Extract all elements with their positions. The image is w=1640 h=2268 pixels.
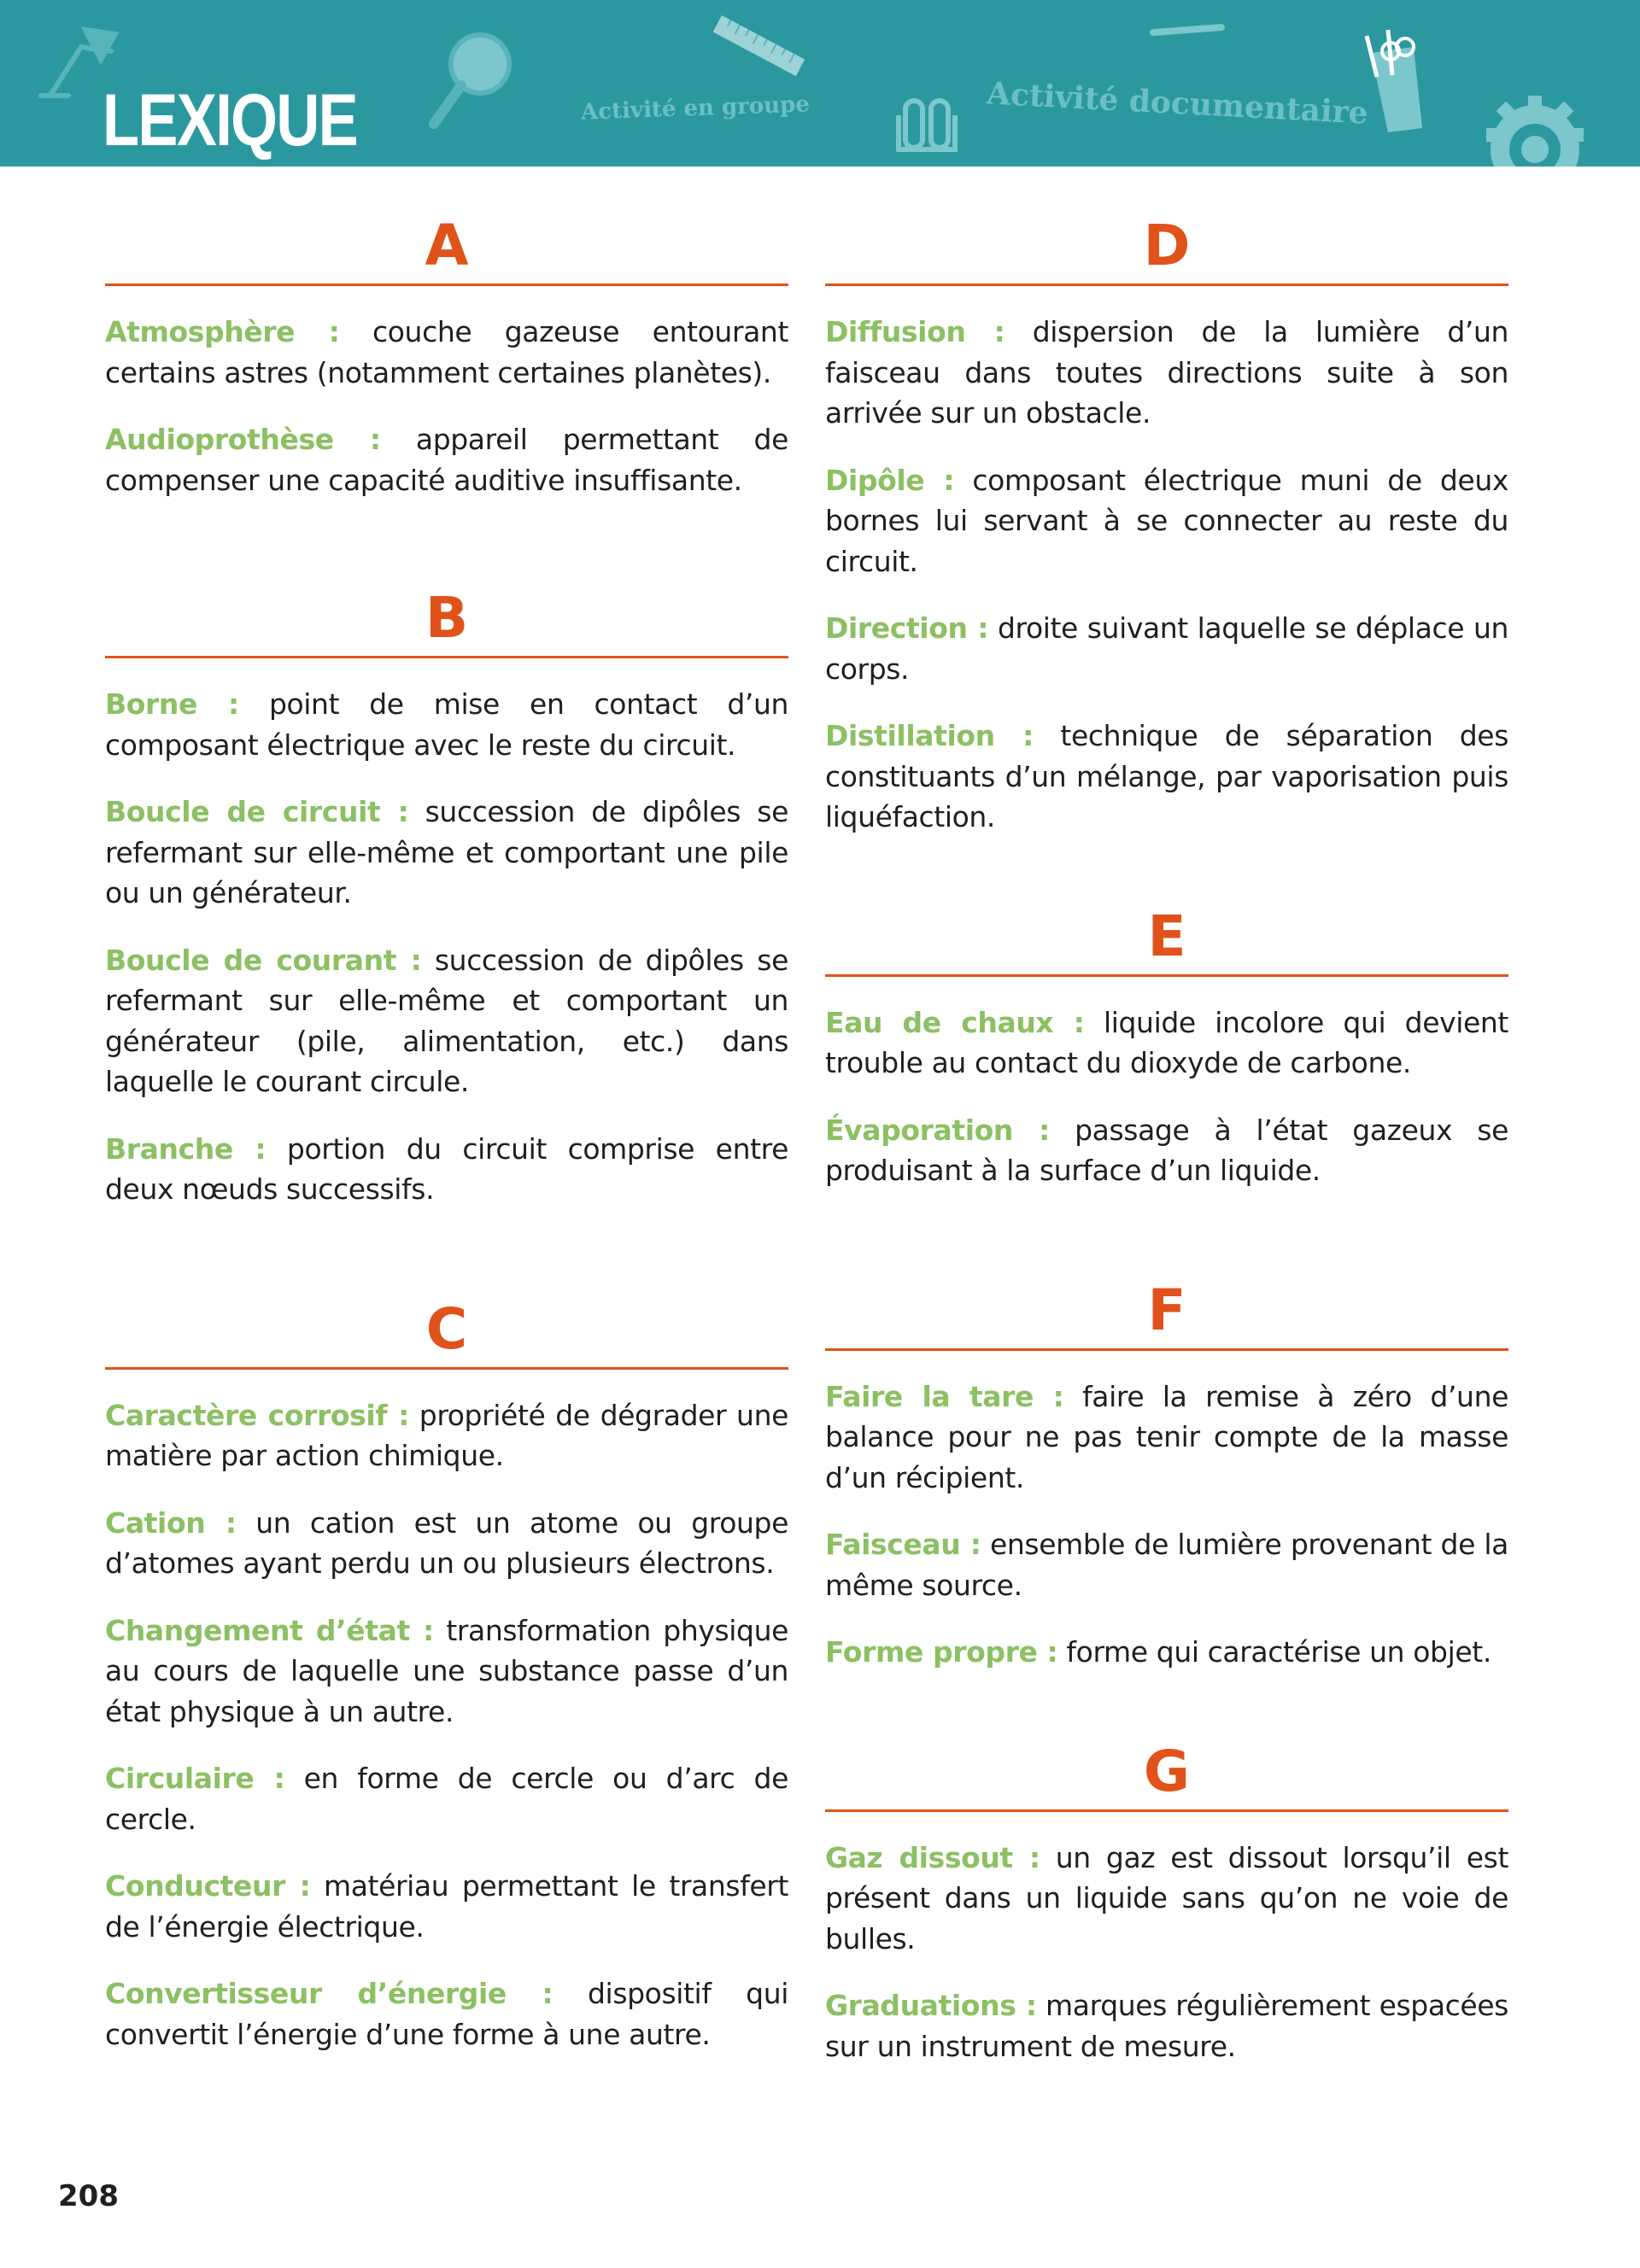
entry-term: Direction : (825, 611, 989, 645)
section-rule (105, 656, 788, 658)
entry-term: Eau de chaux : (825, 1005, 1085, 1039)
section-rule (825, 1809, 1508, 1812)
section-heading (825, 903, 1508, 977)
glossary-entry (105, 684, 788, 765)
entry-term: Caractère corrosif : (105, 1398, 409, 1432)
entry-definition: propriété de dégrader une matière par action chimique. (105, 1398, 788, 1472)
entry-term: Distillation : (825, 719, 1034, 752)
section-rule (825, 1348, 1508, 1351)
entry-definition: technique de séparation des constituants d’un mélange, par vaporisation puis liquéfaction. (825, 719, 1508, 833)
glossary-entry (825, 608, 1508, 689)
entry-definition: un cation est un atome ou groupe d’atomes ayant perdu un ou plusieurs électrons. (105, 1505, 788, 1580)
entry-term: Audioprothèse : (105, 423, 381, 456)
entry-term: Convertisseur d’énergie : (105, 1977, 554, 2010)
magnifying-glass-icon (434, 35, 509, 124)
glossary-entry (825, 1377, 1508, 1499)
entry-definition: un gaz est dissout lorsqu’il est présent dans un liquide sans qu’on ne voie de bulles. (825, 1840, 1508, 1955)
section-f (825, 1277, 1508, 1673)
entry-term: Diffusion : (825, 315, 1005, 348)
glossary-entry (105, 1973, 788, 2055)
entry-definition: marques régulièrement espacées sur un instrument de mesure. (825, 1989, 1508, 2063)
glossary-entry (105, 312, 788, 393)
glossary-entry (825, 716, 1508, 838)
entry-definition: matériau permettant le transfert de l’énergie électrique. (105, 1869, 788, 1944)
entry-term: Cation : (105, 1505, 237, 1540)
entry-definition: droite suivant laquelle se déplace un corps. (825, 611, 1508, 686)
left-column (105, 212, 788, 2140)
entry-definition: dispersion de la lumière d’un faisceau dans toutes directions suite à son arrivée sur un obstacle. (825, 315, 1508, 430)
entry-term: Gaz dissout : (825, 1840, 1040, 1874)
section-heading (105, 212, 788, 286)
section-heading (105, 1295, 788, 1370)
entry-definition: forme qui caractérise un objet. (1057, 1635, 1491, 1669)
glossary-entry (105, 1503, 788, 1584)
entry-term: Forme propre : (825, 1635, 1058, 1669)
glossary-entry (825, 1110, 1508, 1191)
pen-icon (1153, 27, 1221, 32)
gear-icon (1486, 96, 1584, 167)
glossary-entry (105, 792, 788, 914)
entry-term: Faisceau : (825, 1528, 981, 1561)
glossary-entry (105, 1129, 788, 1210)
entry-definition: succession de dipôles se refermant sur elle-même et comportant un générateur (pile, alimentation, etc.) dans laquelle le courant circule. (105, 943, 788, 1098)
glossary-entry (825, 1985, 1508, 2066)
entry-term: Atmosphère : (105, 315, 340, 348)
entry-term: Conducteur : (105, 1869, 311, 1903)
section-rule (825, 284, 1508, 286)
test-tubes-icon (899, 101, 955, 149)
glossary-entry (105, 1866, 788, 1947)
entry-definition: transformation physique au cours de laquelle une substance passe d’un état physique à un autre. (105, 1613, 788, 1728)
entry-definition: couche gazeuse entourant certains astres (notamment certaines planètes). (105, 315, 788, 389)
glossary-entry (825, 1524, 1508, 1605)
glossary-entry (105, 1758, 788, 1839)
glossary-entry (105, 940, 788, 1102)
glossary-entry (825, 1632, 1508, 1673)
section-letter: F (1147, 1277, 1186, 1343)
entry-term: Boucle de courant : (105, 943, 422, 977)
section-c (105, 1295, 788, 2055)
section-g (825, 1738, 1508, 2067)
entry-definition: point de mise en contact d’un composant électrique avec le reste du circuit. (105, 687, 788, 762)
section-letter: G (1143, 1738, 1191, 1804)
glossary-entry (825, 1002, 1508, 1084)
section-rule (105, 284, 788, 286)
entry-term: Borne : (105, 687, 239, 721)
entry-term: Branche : (105, 1131, 266, 1166)
right-column (825, 212, 1508, 2152)
entry-term: Circulaire : (105, 1762, 285, 1795)
glossary-entry (825, 312, 1508, 434)
glossary-entry (105, 1610, 788, 1733)
glossary-entry (825, 1838, 1508, 1960)
activity-group-label: Activité en groupe (580, 91, 811, 126)
pencil-cup-icon (1367, 30, 1422, 132)
entry-definition: en forme de cercle ou d’arc de cercle. (105, 1762, 788, 1836)
entry-definition: portion du circuit comprise entre deux nœuds successifs. (105, 1131, 788, 1206)
section-heading (825, 212, 1508, 286)
section-rule (825, 974, 1508, 977)
entry-term: Changement d’état : (105, 1613, 434, 1647)
section-heading (105, 584, 788, 658)
entry-definition: ensemble de lumière provenant de la même source. (825, 1528, 1508, 1602)
glossary-entry (105, 419, 788, 500)
section-d (825, 212, 1508, 838)
section-heading (825, 1738, 1508, 1812)
section-b (105, 584, 788, 1210)
entry-definition: succession de dipôles se refermant sur elle-même et comportant une pile ou un générateur. (105, 795, 788, 909)
ruler-icon (713, 15, 805, 76)
section-e (825, 903, 1508, 1191)
entry-term: Graduations : (825, 1989, 1037, 2022)
section-letter: B (425, 585, 469, 651)
entry-definition: dispositif qui convertit l’énergie d’une forme à une autre. (105, 1977, 789, 2051)
entry-term: Évaporation : (825, 1113, 1050, 1147)
entry-term: Faire la tare : (825, 1379, 1064, 1413)
page-number: 208 (58, 2179, 119, 2213)
entry-definition: appareil permettant de compenser une capacité auditive insuffisante. (105, 423, 788, 497)
section-heading (825, 1277, 1508, 1351)
entry-term: Boucle de circuit : (105, 795, 409, 828)
section-letter: D (1143, 213, 1191, 278)
entry-definition: faire la remise à zéro d’une balance pour ne pas tenir compte de la masse d’un récipient. (825, 1379, 1508, 1494)
header-banner (0, 0, 1640, 167)
entry-term: Dipôle : (825, 463, 955, 497)
section-rule (105, 1367, 788, 1370)
page-title: LEXIQUE (102, 79, 358, 161)
glossary-entry (825, 460, 1508, 582)
section-letter: E (1147, 903, 1186, 969)
section-letter: A (425, 213, 469, 278)
entry-definition: passage à l’état gazeux se produisant à la surface d’un liquide. (825, 1113, 1508, 1187)
entry-definition: composant électrique muni de deux bornes lui servant à se connecter au reste du circuit. (825, 463, 1508, 578)
entry-definition: liquide incolore qui devient trouble au contact du dioxyde de carbone. (825, 1005, 1508, 1079)
section-a (105, 212, 788, 500)
section-letter: C (425, 1295, 468, 1362)
glossary-entry (105, 1395, 788, 1476)
activity-documentary-label: Activité documentaire (986, 75, 1369, 132)
